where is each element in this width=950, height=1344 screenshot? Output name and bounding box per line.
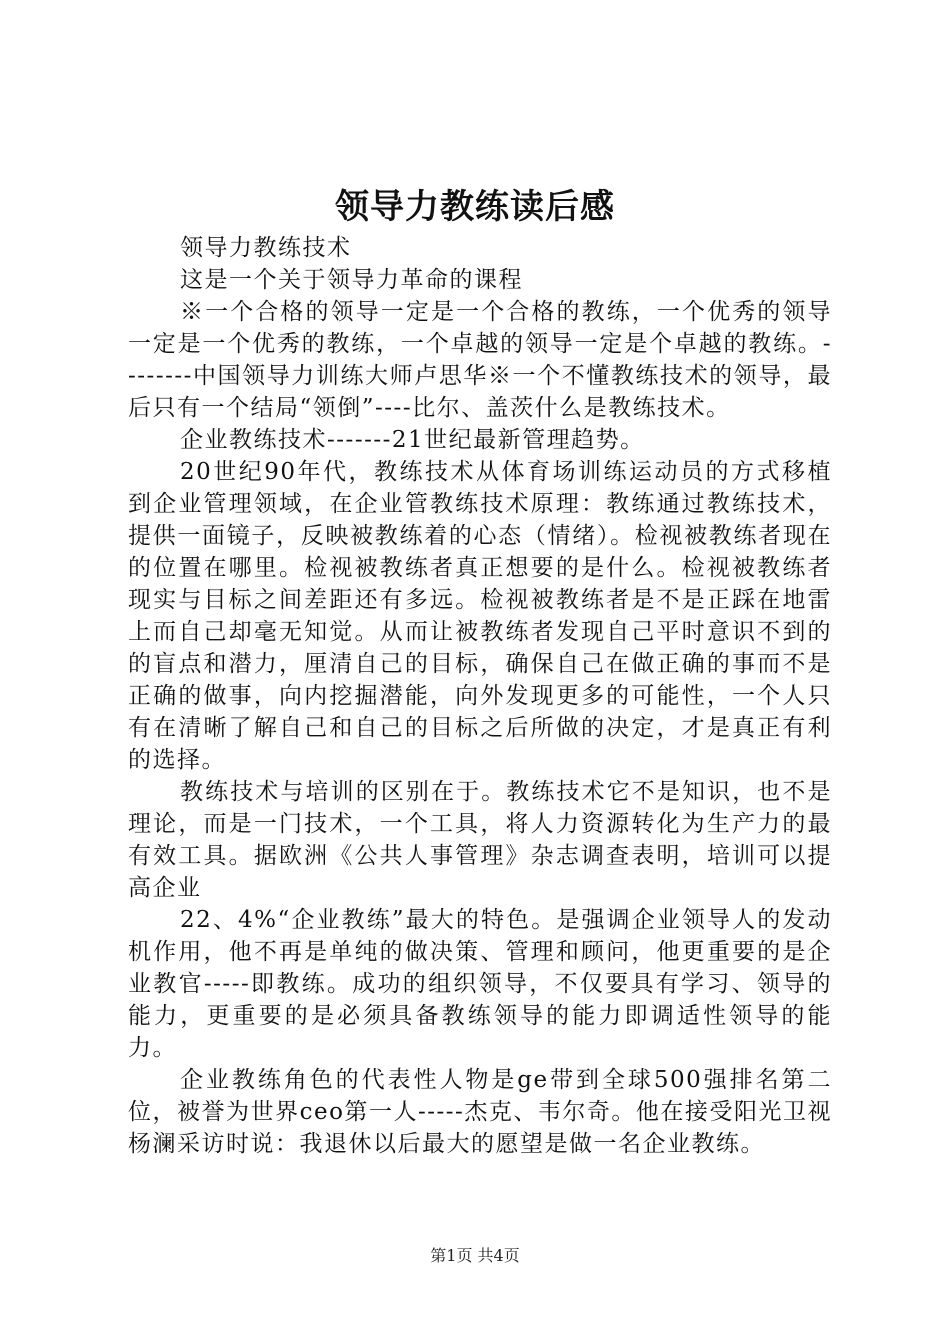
paragraph: 企业教练角色的代表性人物是ge带到全球500强排名第二位，被誉为世界ceo第一人-----杰克、韦尔奇。他在接受阳光卫视杨澜采访时说：我退休以后最大的愿望是做一名企业教练。 [128,1067,832,1157]
document-body [128,232,832,1160]
paragraph: ※一个合格的领导一定是一个合格的教练，一个优秀的领导一定是一个优秀的教练，一个卓越的领导一定是个卓越的教练。--------中国领导力训练大师卢思华※一个不懂教练技术的领导，最后只有一个结局“领倒”----比尔、盖茨什么是教练技术。 [128,299,832,421]
paragraph: 教练技术与培训的区别在于。教练技术它不是知识，也不是理论，而是一门技术，一个工具，将人力资源转化为生产力的最有效工具。据欧洲《公共人事管理》杂志调查表明，培训可以提高企业 [128,779,832,901]
paragraph: 这是一个关于领导力革命的课程 [180,267,523,293]
document-title: 领导力教练读后感 [335,187,615,227]
paragraph: 企业教练技术-------21世纪最新管理趋势。 [180,427,645,453]
paragraph: 领导力教练技术 [180,235,352,261]
page-number-footer: 第1页 共4页 [430,1246,520,1265]
paragraph: 20世纪90年代，教练技术从体育场训练运动员的方式移植到企业管理领域，在企业管教练技术原理：教练通过教练技术，提供一面镜子，反映被教练着的心态（情绪）。检视被教练者现在的位置在哪里。检视被教练者真正想要的是什么。检视被教练者现实与目标之间差距还有多远。检视被教练者是不是正踩在地雷上而自己却毫无知觉。从而让被教练者发现自己平时意识不到的的盲点和潜力，厘清自己的目标，确保自己在做正确的事而不是正确的做事，向内挖掘潜能，向外发现更多的可能性，一个人只有在清晰了解自己和自己的目标之后所做的决定，才是真正有利的选择。 [128,459,832,773]
paragraph: 22、4%“企业教练”最大的特色。是强调企业领导人的发动机作用，他不再是单纯的做决策、管理和顾问，他更重要的是企业教官-----即教练。成功的组织领导，不仅要具有学习、领导的能力，更重要的是必须具备教练领导的能力即调适性领导的能力。 [128,907,832,1061]
